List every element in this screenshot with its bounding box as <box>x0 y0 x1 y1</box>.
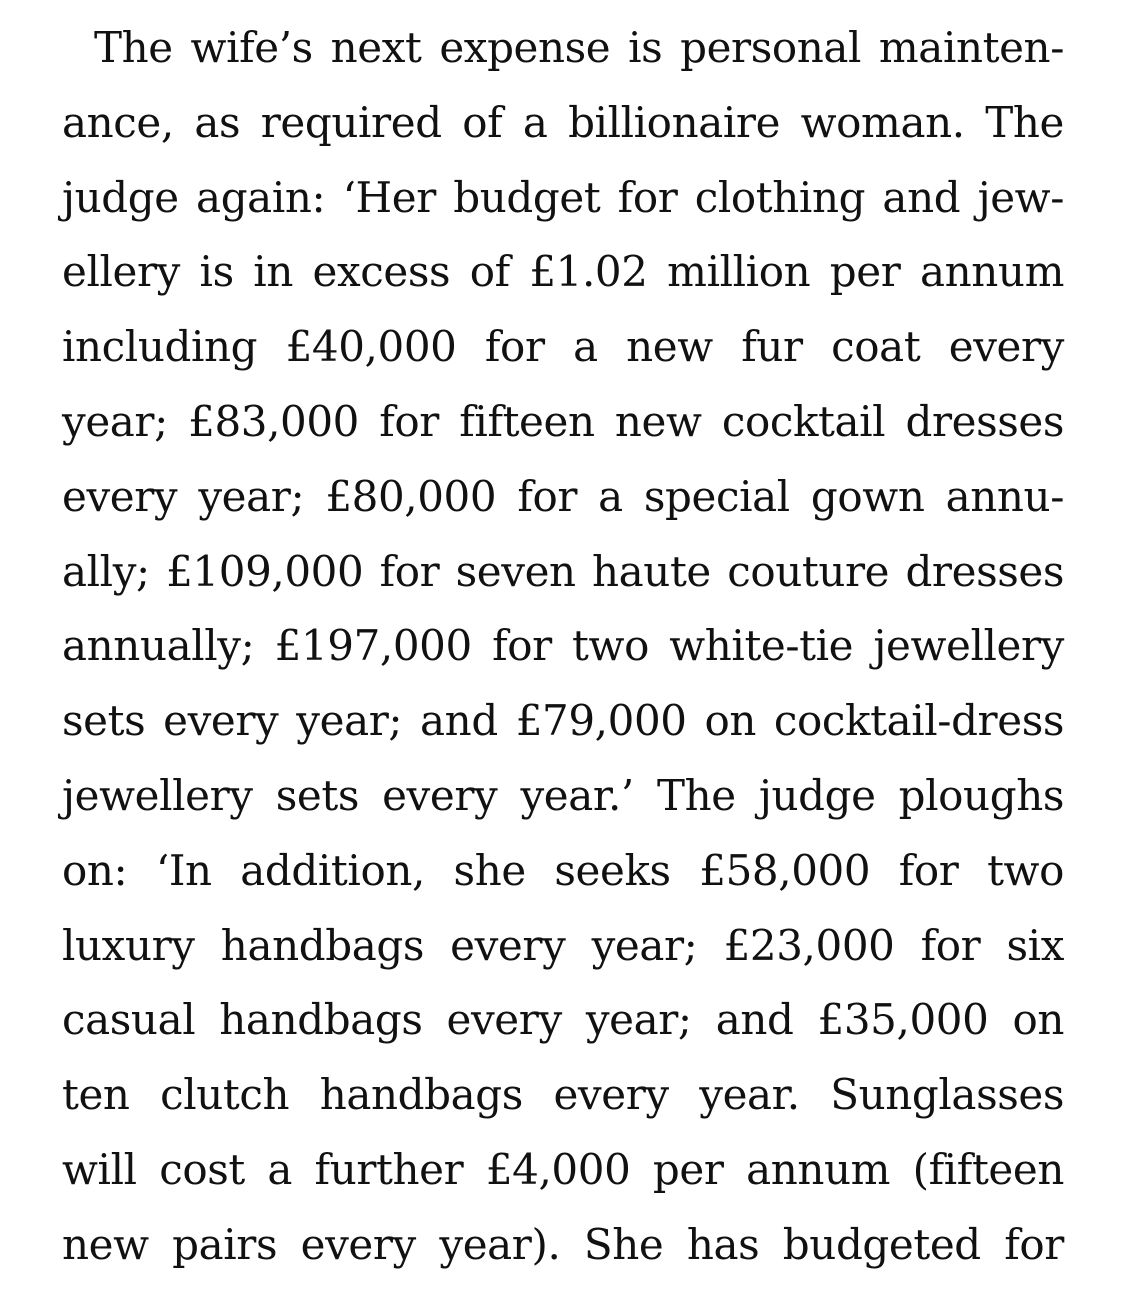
text-line-17: new pairs every year). She has budgeted for <box>62 1219 1064 1269</box>
body-paragraph <box>62 21 1064 1293</box>
text-line-2: ance, as required of a billionaire woman. The <box>62 97 1064 147</box>
text-line-4: ellery is in excess of £1.02 million per annum <box>62 247 1064 297</box>
text-line-3: judge again: ‘Her budget for clothing and jew- <box>62 172 1064 222</box>
text-line-9: annually; £197,000 for two white-tie jewellery <box>62 621 1064 671</box>
text-line-7: every year; £80,000 for a special gown annu- <box>62 471 1064 521</box>
text-line-15: ten clutch handbags every year. Sunglasses <box>62 1070 1064 1120</box>
text-line-10: sets every year; and £79,000 on cocktail-dress <box>62 696 1064 746</box>
text-line-8: ally; £109,000 for seven haute couture dresses <box>62 546 1064 596</box>
text-line-16: will cost a further £4,000 per annum (fifteen <box>62 1144 1064 1194</box>
text-line-6: year; £83,000 for fifteen new cocktail dresses <box>62 396 1064 446</box>
text-line-12: on: ‘In addition, she seeks £58,000 for two <box>62 845 1064 895</box>
text-line-14: casual handbags every year; and £35,000 on <box>62 995 1064 1045</box>
text-line-5: including £40,000 for a new fur coat every <box>62 322 1064 372</box>
text-line-11: jewellery sets every year.’ The judge ploughs <box>62 770 1064 820</box>
text-line-1: The wife’s next expense is personal mainten- <box>94 23 1064 72</box>
text-line-13: luxury handbags every year; £23,000 for six <box>62 920 1064 970</box>
